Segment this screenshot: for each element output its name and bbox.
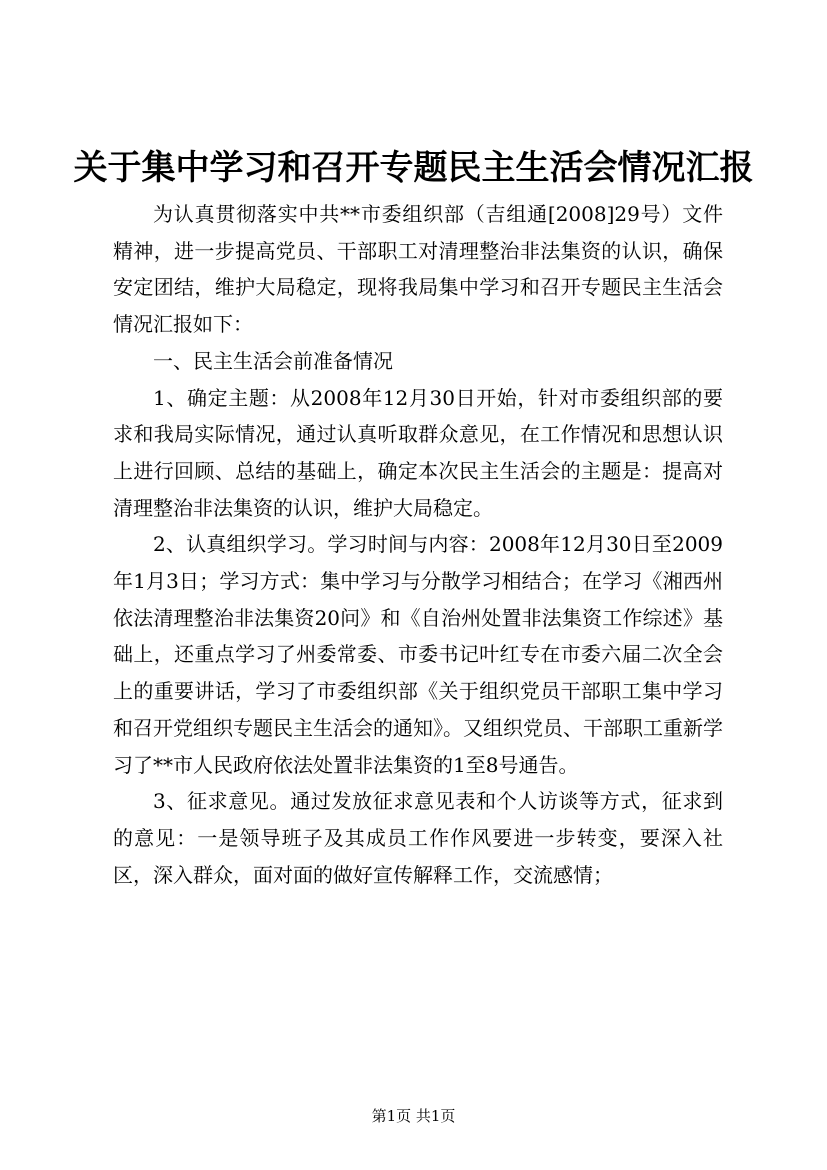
paragraph-theme: 1、确定主题：从2008年12月30日开始，针对市委组织部的要求和我局实际情况，通过认真听取群众意见，在工作情况和思想认识上进行回顾、总结的基础上，确定本次民主生活会的主题是：提高对清理整治非法集资的认识，维护大局稳定。 [113, 385, 723, 520]
section-heading-preparation: 一、民主生活会前准备情况 [153, 348, 393, 373]
document-title: 关于集中学习和召开专题民主生活会情况汇报 [73, 148, 754, 188]
paragraph-intro: 为认真贯彻落实中共**市委组织部（吉组通[2008]29号）文件精神，进一步提高党员、干部职工对清理整治非法集资的认识，确保安定团结，维护大局稳定，现将我局集中学习和召开专题民主生活会情况汇报如下： [113, 202, 723, 337]
paragraph-study: 2、认真组织学习。学习时间与内容：2008年12月30日至2009年1月3日；学习方式：集中学习与分散学习相结合；在学习《湘西州依法清理整治非法集资20问》和《自治州处置非法集资工作综述》基础上，还重点学习了州委常委、市委书记叶红专在市委六届二次全会上的重要讲话，学习了市委组织部《关于组织党员干部职工集中学习和召开党组织专题民主生活会的通知》。又组织党员、干部职工重新学习了**市人民政府依法处置非法集资的1至8号通告。 [113, 532, 723, 777]
paragraph-opinions: 3、征求意见。通过发放征求意见表和个人访谈等方式，征求到的意见：一是领导班子及其成员工作作风要进一步转变，要深入社区，深入群众，面对面的做好宣传解释工作，交流感情； [113, 789, 723, 887]
page-footer: 第1页 共1页 [371, 1107, 456, 1125]
document-body [113, 196, 723, 893]
